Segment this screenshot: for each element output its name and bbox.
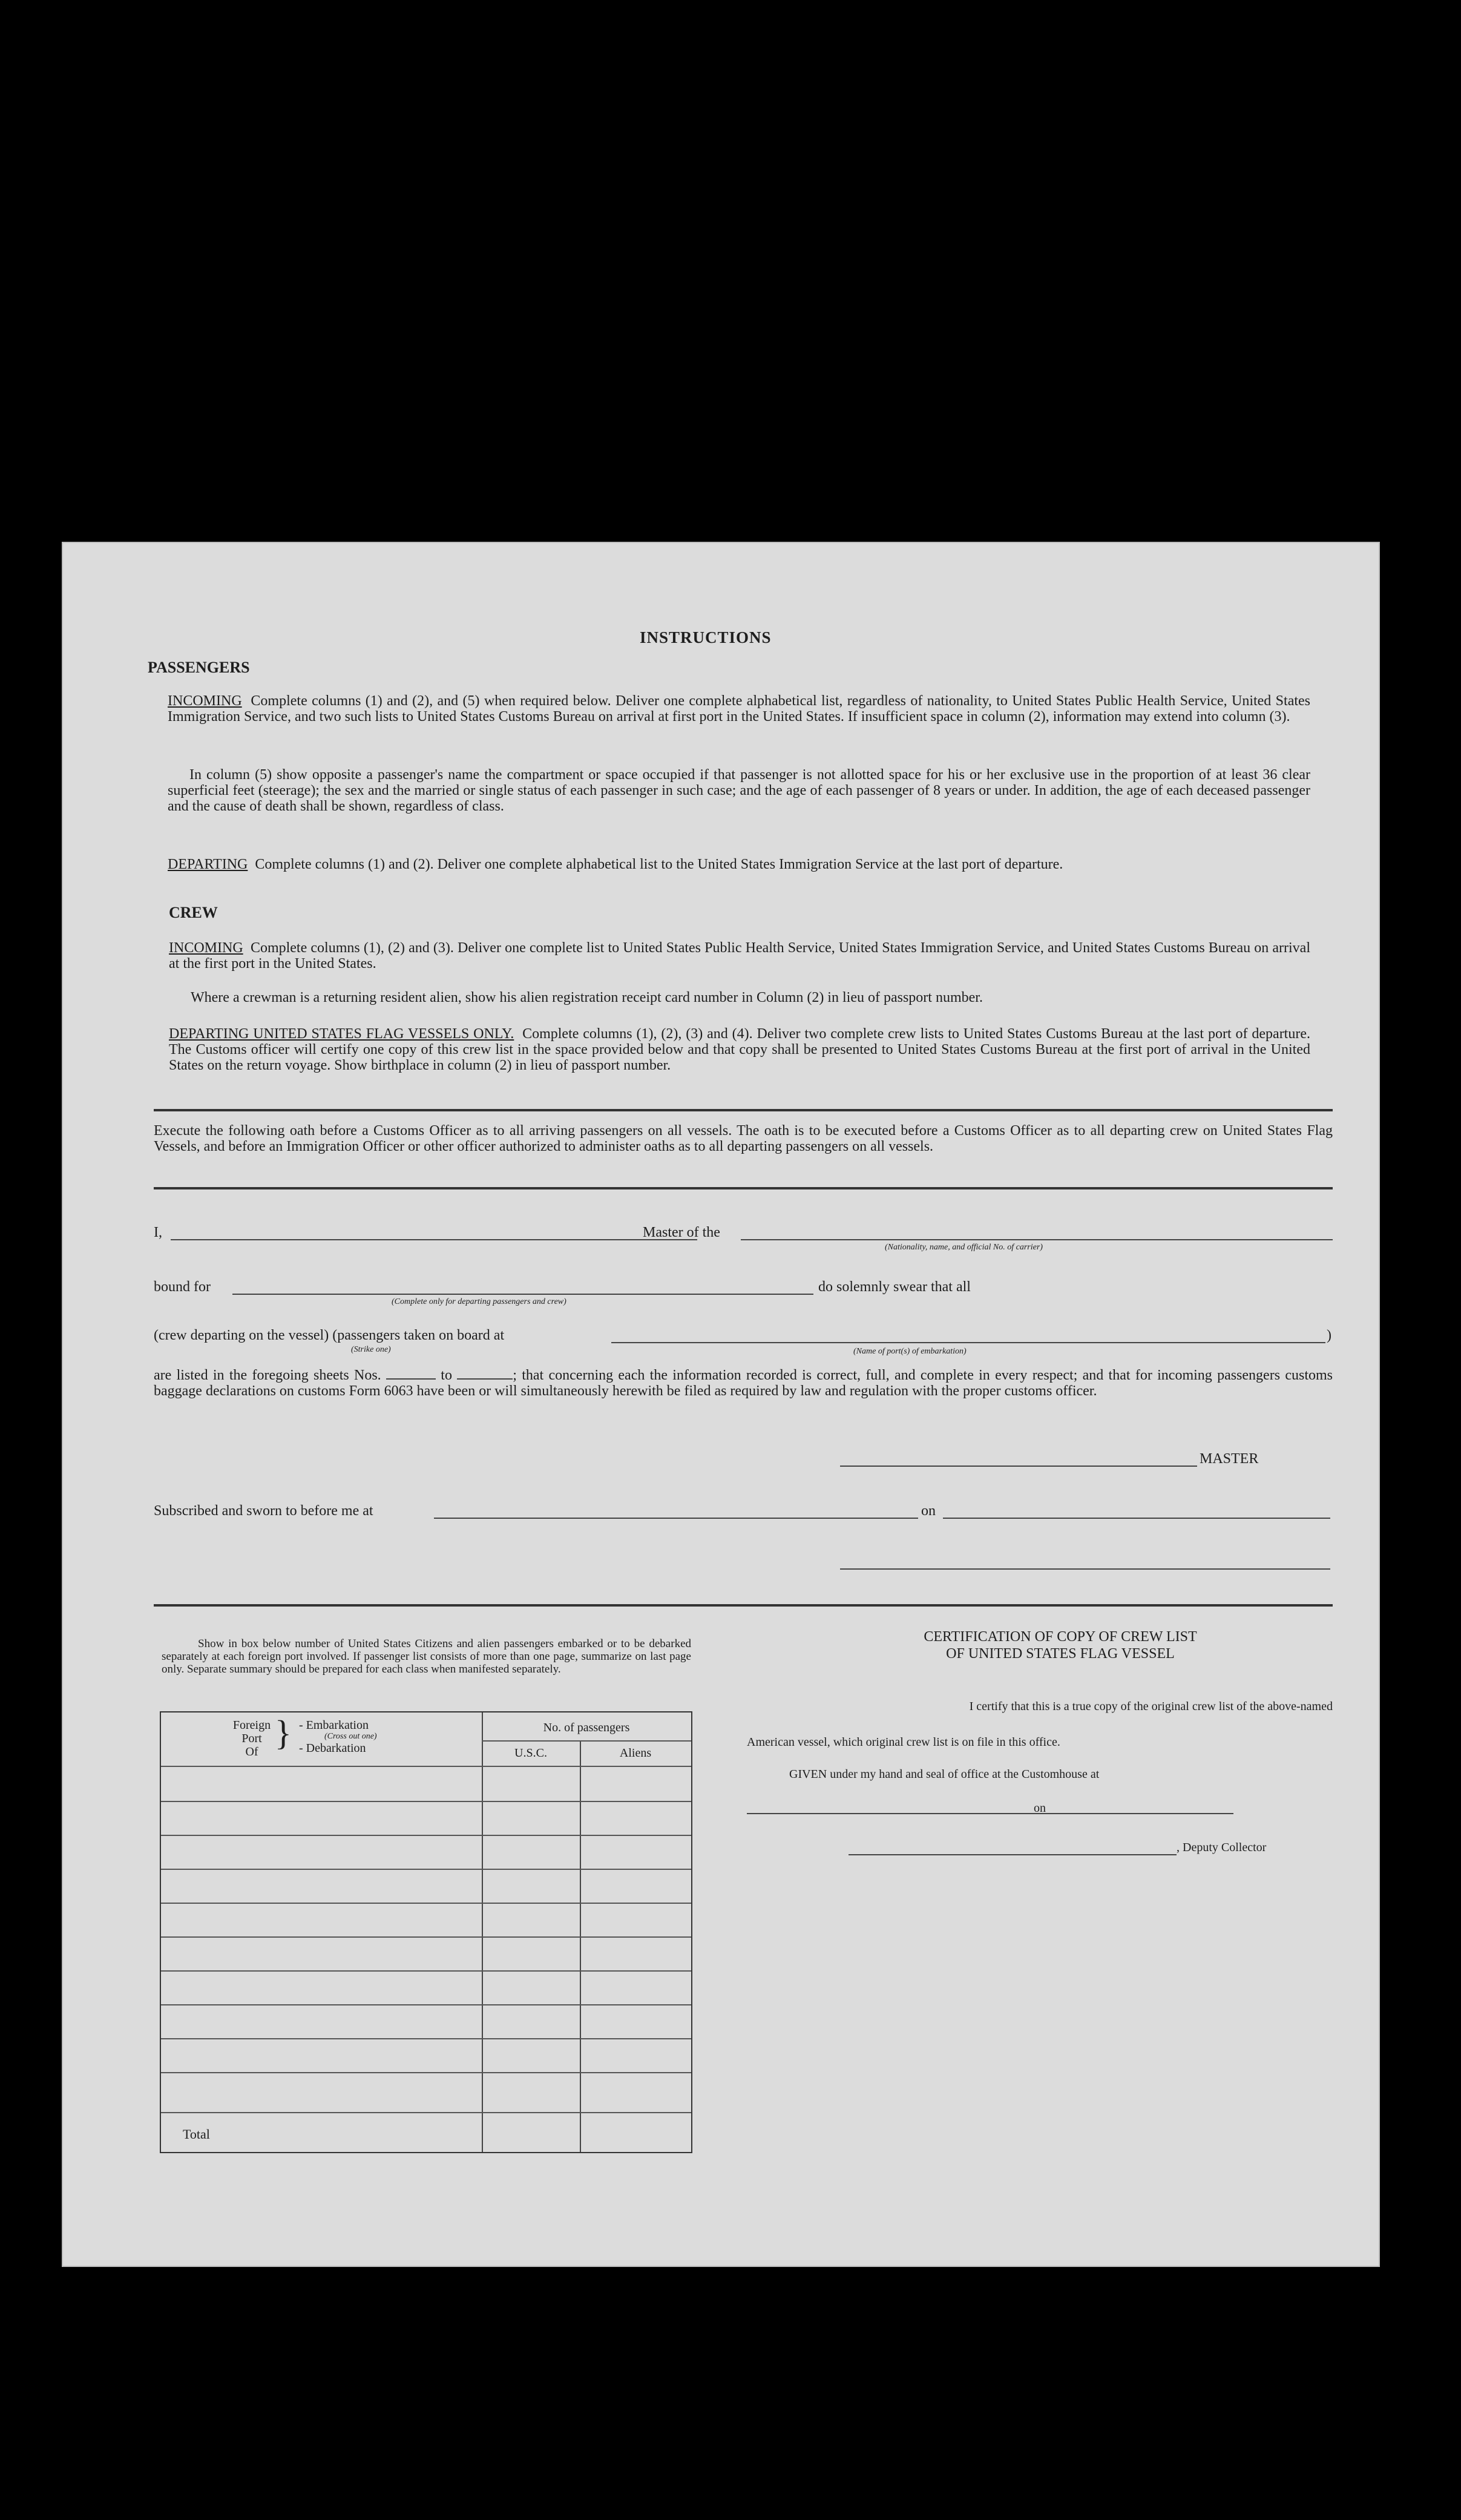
oath-i-label: I, xyxy=(154,1225,162,1240)
given-line: GIVEN under my hand and seal of office at the Customhouse at xyxy=(789,1768,1100,1781)
listed-text-1: are listed in the foregoing sheets Nos. xyxy=(154,1367,381,1383)
passengers-incoming-paragraph xyxy=(168,693,1310,725)
crew-incoming-label: INCOMING xyxy=(169,940,243,956)
certify-line-2: American vessel, which original crew list is on file in this office. xyxy=(747,1735,1060,1749)
officer-signature-field[interactable] xyxy=(840,1568,1330,1570)
certification-heading xyxy=(782,1628,1339,1662)
table-row[interactable] xyxy=(161,1801,691,1802)
oath-bound-for: bound for xyxy=(154,1279,211,1295)
divider xyxy=(154,1187,1333,1189)
divider xyxy=(154,1604,1333,1607)
certification-heading-2: OF UNITED STATES FLAG VESSEL xyxy=(946,1646,1175,1662)
listed-text-2: ; that concerning each the information recorded is correct, full, and complete in every respect; and that for incoming passengers customs baggage declarations on customs Form 6063 have been or will simultaneously herewith be filed as required by law and regulation with the proper customs officer. xyxy=(154,1367,1333,1399)
crew-incoming-paragraph xyxy=(169,940,1310,972)
crew-departing-text: Complete columns (1), (2), (3) and (4). Deliver two complete crew lists to United States Customs Bureau at the last port of departure. The Customs officer will certify one copy of this crew list in the space provided below and that copy shall be presented to United States Customs Bureau at the first port of arrival in the United States on the return voyage. Show birthplace in column (2) in lieu of passport number. xyxy=(169,1026,1310,1073)
sworn-place-field[interactable] xyxy=(434,1518,918,1519)
table-row[interactable] xyxy=(161,2004,691,2005)
table-row[interactable] xyxy=(161,1869,691,1870)
port-hint: (Name of port(s) of embarkation) xyxy=(853,1347,967,1356)
oath-crew-departing: (crew departing on the vessel) (passengers taken on board at xyxy=(154,1327,505,1343)
table-row[interactable] xyxy=(161,1970,691,1972)
table-row[interactable] xyxy=(161,1835,691,1836)
deputy-signature-field[interactable] xyxy=(849,1854,1177,1855)
summary-table xyxy=(160,1711,692,2153)
form-page xyxy=(62,542,1380,2267)
master-label: MASTER xyxy=(1200,1451,1259,1467)
crew-heading: CREW xyxy=(169,904,218,921)
cross-out-hint: (Cross out one) xyxy=(324,1732,377,1741)
bound-for-field[interactable] xyxy=(232,1294,813,1295)
brace: } xyxy=(275,1713,292,1752)
page-title: INSTRUCTIONS xyxy=(640,628,772,646)
total-label: Total xyxy=(183,2127,210,2142)
table-row[interactable] xyxy=(161,2072,691,2073)
cert-date-field[interactable] xyxy=(1052,1813,1233,1814)
table-row[interactable] xyxy=(161,1936,691,1938)
crew-departing-paragraph xyxy=(169,1026,1310,1073)
passengers-departing-paragraph xyxy=(168,857,1310,872)
passengers-heading: PASSENGERS xyxy=(148,659,250,676)
col-divider xyxy=(580,1740,581,2152)
oath-master-of: Master of the xyxy=(643,1225,720,1240)
passengers-departing-label: DEPARTING xyxy=(168,857,248,872)
oath-intro: Execute the following oath before a Customs Officer as to all arriving passengers on all vessels. The oath is to be executed before a Customs Officer as to all departing crew on United States Flag Vessels, and before an Immigration Officer or other officer authorized to administer oaths as to all departing passengers on all vessels. xyxy=(154,1123,1333,1154)
listed-to: to xyxy=(441,1367,452,1383)
crew-resident-paragraph: Where a crewman is a returning resident alien, show his alien registration receipt card number in Column (2) in lieu of passport number. xyxy=(191,990,983,1005)
header-divider xyxy=(482,1740,691,1742)
crew-incoming-text: Complete columns (1), (2) and (3). Deliver one complete list to United States Public Health Service, United States Immigration Service, and United States Customs Bureau on arrival at the first port in the United States. xyxy=(169,940,1310,972)
carrier-hint: (Nationality, name, and official No. of carrier) xyxy=(885,1243,1043,1252)
col-divider xyxy=(482,1712,483,2152)
table-row[interactable] xyxy=(161,2038,691,2039)
oath-swear: do solemnly swear that all xyxy=(818,1279,971,1295)
embarkation-label: - Embarkation xyxy=(299,1719,369,1732)
table-row[interactable] xyxy=(161,2112,691,2113)
passengers-column5-paragraph: In column (5) show opposite a passenger's name the compartment or space occupied if that passenger is not allotted space for his or her exclusive use in the proportion of at least 36 clear superficial feet (steerage); the sex and the married or single status of each passenger in such case; and the age of each passenger of 8 years or under. In addition, the age of each deceased passenger and the cause of death shall be shown, regardless of class. xyxy=(168,767,1310,814)
certification-heading-1: CERTIFICATION OF COPY OF CREW LIST xyxy=(924,1629,1197,1645)
table-row[interactable] xyxy=(161,1903,691,1904)
subscribed-on: on xyxy=(921,1503,936,1519)
summary-instructions: Show in box below number of United States Citizens and alien passengers embarked or to be debarked separately at each foreign port involved. If passenger list consists of more than one page, summarize on last page only. Separate summary should be prepared for each class when manifested separately. xyxy=(162,1637,691,1676)
aliens-column-header: Aliens xyxy=(619,1746,652,1760)
deputy-collector-label: , Deputy Collector xyxy=(1177,1841,1267,1854)
sworn-date-field[interactable] xyxy=(943,1518,1330,1519)
passengers-incoming-text: Complete columns (1) and (2), and (5) when required below. Deliver one complete alphabetical list, regardless of nationality, to United States Public Health Service, United States Immigration Service, and two such lists to United States Customs Bureau on arrival at first port in the United States. If insufficient space in column (2), information may extend into column (3). xyxy=(168,693,1311,725)
cert-on-label: on xyxy=(1034,1801,1046,1815)
master-name-field[interactable] xyxy=(171,1239,697,1240)
sheet-from-field[interactable] xyxy=(386,1367,436,1380)
oath-listed-paragraph xyxy=(154,1367,1333,1399)
header-bottom-line xyxy=(161,1766,691,1767)
debarkation-label: - Debarkation xyxy=(299,1742,366,1755)
passengers-incoming-label: INCOMING xyxy=(168,693,242,709)
divider xyxy=(154,1109,1333,1111)
sheet-to-field[interactable] xyxy=(457,1367,513,1380)
carrier-field[interactable] xyxy=(741,1239,1333,1240)
master-signature-field[interactable] xyxy=(840,1466,1197,1467)
bound-for-hint: (Complete only for departing passengers and crew) xyxy=(392,1297,566,1306)
strike-one-hint: (Strike one) xyxy=(351,1345,391,1354)
subscribed-label: Subscribed and sworn to before me at xyxy=(154,1503,373,1519)
crew-departing-label: DEPARTING UNITED STATES FLAG VESSELS ONLY. xyxy=(169,1026,514,1042)
close-paren: ) xyxy=(1327,1327,1331,1343)
foreign-port-label: Foreign Port Of xyxy=(232,1719,271,1758)
no-of-passengers-label: No. of passengers xyxy=(543,1721,630,1734)
passengers-departing-text: Complete columns (1) and (2). Deliver one complete alphabetical list to the United States Immigration Service at the last port of departure. xyxy=(255,857,1063,872)
embarkation-port-field[interactable] xyxy=(611,1342,1325,1343)
usc-column-header: U.S.C. xyxy=(514,1746,547,1760)
certify-line-1: I certify that this is a true copy of the original crew list of the above-named xyxy=(969,1700,1333,1713)
